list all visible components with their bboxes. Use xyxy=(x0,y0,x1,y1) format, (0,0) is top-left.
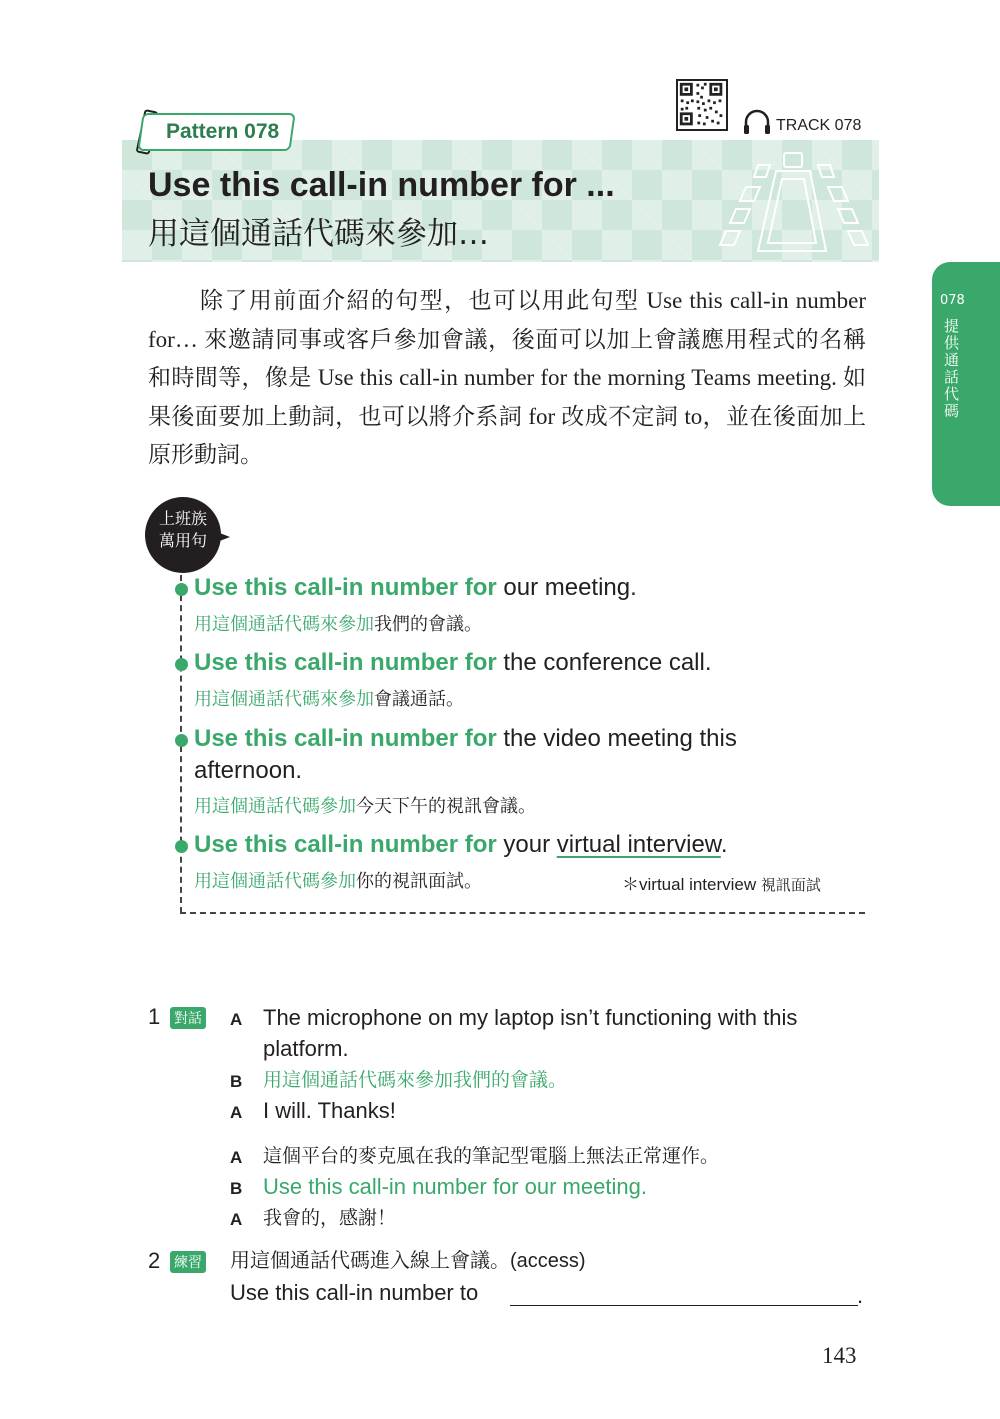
speaker-label: B xyxy=(230,1072,243,1091)
dashed-frame-bottom xyxy=(180,912,865,914)
translation-key-phrase: 用這個通話代碼參加 xyxy=(194,871,356,892)
translation-rest: 我們的會議。 xyxy=(374,614,482,635)
example-period: . xyxy=(720,831,728,858)
example-key-phrase: Use this call-in number for xyxy=(194,725,497,752)
example-key-phrase: Use this call-in number for xyxy=(194,831,497,858)
note-term: ＊virtual interview xyxy=(622,875,761,894)
headphones-icon[interactable] xyxy=(742,108,772,136)
conference-table-illustration xyxy=(706,147,882,263)
translation-rest: 你的視訊面試。 xyxy=(356,871,482,892)
pattern-label xyxy=(137,113,296,151)
dialogue-badge: 對話 xyxy=(170,1007,206,1029)
pattern-label-text: Pattern 078 xyxy=(166,120,280,143)
example-key-phrase: Use this call-in number for xyxy=(194,649,497,676)
example-sentence xyxy=(194,723,834,787)
dialogue-line: Use this call-in number for our meeting. xyxy=(263,1174,647,1199)
example-sentence xyxy=(194,572,864,604)
example-rest: the conference call. xyxy=(496,649,712,676)
note-translation: 視訊面試 xyxy=(760,876,821,894)
example-rest: the video meeting this afternoon. xyxy=(194,725,737,784)
speech-bubble-text xyxy=(150,508,216,552)
bullet-dot xyxy=(175,658,188,671)
example-sentence xyxy=(194,647,864,679)
translation-key-phrase: 用這個通話代碼來參加 xyxy=(194,689,374,710)
practice-badge: 練習 xyxy=(170,1251,206,1273)
dialogue-line: 我會的，感謝！ xyxy=(263,1207,397,1229)
dialogue-line: I will. Thanks! xyxy=(263,1098,396,1123)
translation-rest: 會議通話。 xyxy=(374,689,464,710)
speaker-label: B xyxy=(230,1179,243,1198)
translation-key-phrase: 用這個通話代碼參加 xyxy=(194,796,356,817)
page-title-english: Use this call-in number for ... xyxy=(148,166,615,204)
side-tab-text: 提供通話代碼 xyxy=(944,317,960,420)
speaker-label: A xyxy=(230,1210,243,1229)
intro-paragraph: 除了用前面介紹的句型，也可以用此句型 Use this call-in number for… 來邀請同事或客戶參加會議，後面可以加上會議應用程式的名稱和時間等，像是 Use this call-in number for the morning Teams meeting. 如果後面要加上動詞，也可以將介系詞 for 改成不定詞 to，並在後面加上原形動詞。 xyxy=(148,288,866,467)
answer-prefix: Use this call-in number to xyxy=(230,1280,479,1305)
side-tab-number: 078 xyxy=(940,293,965,308)
answer-blank[interactable] xyxy=(510,1305,858,1306)
dialogue-line: The microphone on my laptop isn’t functioning with this platform. xyxy=(263,1005,798,1061)
bullet-dot xyxy=(175,734,188,747)
exercise-number: 2 xyxy=(148,1248,161,1273)
bubble-line-1: 上班族 xyxy=(158,509,207,528)
dialogue-line: 這個平台的麥克風在我的筆記型電腦上無法正常運作。 xyxy=(263,1145,720,1167)
example-translation xyxy=(194,792,536,818)
page-title-chinese: 用這個通話代碼來參加… xyxy=(148,216,489,252)
underlined-term: virtual interview xyxy=(556,831,721,858)
page-number: 143 xyxy=(822,1343,857,1368)
bubble-line-2: 萬用句 xyxy=(158,531,207,550)
practice-prompt: 用這個通話代碼進入線上會議。(access) xyxy=(230,1250,586,1272)
example-translation xyxy=(194,610,482,636)
dialogue-line: 用這個通話代碼來參加我們的會議。 xyxy=(263,1069,568,1091)
bullet-dot xyxy=(175,840,188,853)
vocabulary-note xyxy=(622,870,821,895)
exercise-number: 1 xyxy=(148,1004,161,1029)
example-key-phrase: Use this call-in number for xyxy=(194,574,497,601)
example-rest: your xyxy=(496,831,557,858)
example-rest: our meeting. xyxy=(496,574,637,601)
answer-period: . xyxy=(857,1283,864,1308)
example-translation xyxy=(194,685,464,711)
example-translation xyxy=(194,867,482,893)
track-label: TRACK 078 xyxy=(776,117,862,134)
translation-key-phrase: 用這個通話代碼來參加 xyxy=(194,614,374,635)
example-sentence xyxy=(194,829,864,861)
speaker-label: A xyxy=(230,1148,243,1167)
bullet-dot xyxy=(175,583,188,596)
translation-rest: 今天下午的視訊會議。 xyxy=(356,796,536,817)
speaker-label: A xyxy=(230,1010,243,1029)
qr-code-icon[interactable] xyxy=(676,79,728,131)
speaker-label: A xyxy=(230,1103,243,1122)
